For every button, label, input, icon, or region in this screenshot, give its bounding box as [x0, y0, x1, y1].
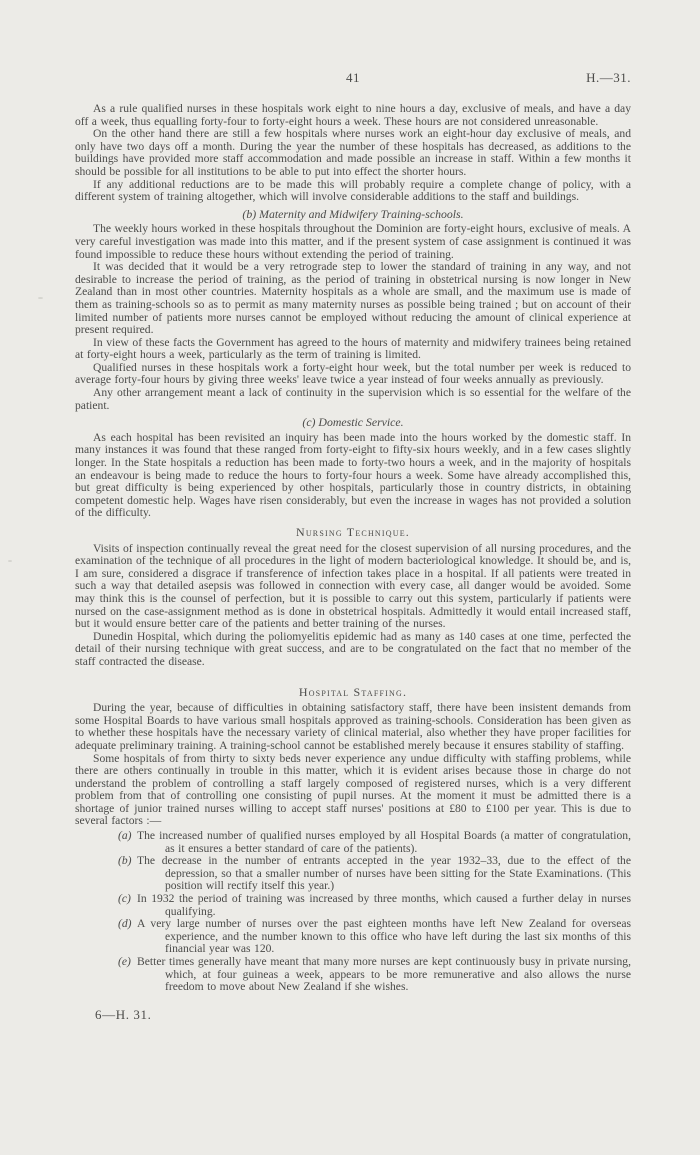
paragraph-training-school-demands: During the year, because of difficulties in obtaining satisfactory staff, there have been insistent demands from some Hospital Boards to have various small hospitals approved as training-schools. Consideration has been given as to whether these hospitals have the necessary variety of clinical material, also whether they have proper facilities for adequate preliminary training. A training-school cannot be established merely because it ensures stability of staffing. — [75, 701, 631, 752]
section-heading-domestic-service: (c) Domestic Service. — [302, 415, 404, 430]
list-item-label: (e) — [118, 955, 131, 968]
paragraph-domestic-staff-hours: As each hospital has been revisited an inquiry has been made into the hours worked by the domestic staff. In many instances it was found that these ranged from forty-eight to fifty-six hours weekly, and in a few cases slightly longer. In the State hospitals a reduction has been made to forty-two hours a week, and in the majority of hospitals an endeavour is being made to reduce the hours to forty-four hours a week. Some have already accomplished this, but great difficulty is being experienced by other hospitals, particularly those in country districts, in obtaining competent domestic help. Wages have risen considerably, but even the increase in wages has not provided a solution of the difficulty. — [75, 430, 631, 520]
list-item-d — [75, 918, 631, 956]
paragraph-qualified-nurses-week: Qualified nurses in these hospitals work a forty-eight hour week, but the total number per week is reduced to average forty-four hours by giving three weeks' leave twice a year instead of four weeks annually as previously. — [75, 360, 631, 387]
list-item-text: The decrease in the number of entrants accepted in the year 1932–33, due to the effect of the depression, so that a smaller number of nurses have been sitting for the State Examinations. (This position will rectify itself this year.) — [137, 854, 631, 893]
page-header — [75, 70, 631, 87]
section-heading-maternity-midwifery: (b) Maternity and Midwifery Training-schools. — [242, 206, 464, 221]
section-heading-hospital-staffing: Hospital Staffing. — [298, 684, 408, 699]
paragraph-qualified-nurses-hours: As a rule qualified nurses in these hospitals work eight to nine hours a day, exclusive of meals, and have a day off a week, thus equalling forty-four to forty-eight hours a week. These hours are not considered unreasonable. — [75, 102, 631, 128]
list-item-c — [75, 893, 631, 918]
scan-speck — [38, 297, 43, 299]
list-item-text: A very large number of nurses over the past eighteen months have left New Zealand for overseas experience, and the number known to this office who have left during the last six months of this financial year was 120. — [137, 917, 631, 956]
paragraph-staffing-problems: Some hospitals of from thirty to sixty beds never experience any undue difficulty with staffing problems, while there are others continually in trouble in this matter, which it is evident arises because those in charge do not understand the problem of controlling a staff largely composed of registered nurses, which is a very different problem from that of controlling one consisting of pupil nurses. At the moment it must be admitted there is a shortage of junior trained nurses willing to accept staff nurses' positions at £80 to £100 per year. This is due to several factors :— — [75, 751, 631, 828]
text-block — [75, 70, 631, 1023]
factors-list — [75, 830, 631, 994]
list-item-text: The increased number of qualified nurses employed by all Hospital Boards (a matter of congratulation, as it ensures a better standard of care of the patients). — [137, 829, 631, 855]
list-item-b — [75, 855, 631, 893]
list-item-e — [75, 956, 631, 994]
section-heading-nursing-technique: Nursing Technique. — [295, 525, 411, 539]
list-item-label: (d) — [118, 917, 132, 931]
scan-speck — [8, 560, 12, 562]
list-item-a — [75, 830, 631, 855]
list-item-text: In 1932 the period of training was increased by three months, which caused a further delay in nurses qualifying. — [137, 892, 631, 918]
paragraph-retrograde-step: It was decided that it would be a very retrograde step to lower the standard of training in any way, and not desirable to increase the period of training, as the period of training in obstetrical nursing is now longer in New Zealand than in most other countries. Maternity hospitals as a whole are small, and the maximum use is made of them as training-schools so as to permit as many maternity nurses as possible being trained ; but on account of their limited number of patients more nurses cannot be employed without reducing the amount of clinical experience at present required. — [75, 260, 631, 337]
page-footer-signature: 6—H. 31. — [95, 1006, 152, 1022]
list-item-text: Better times generally have meant that many more nurses are kept continuously busy in private nursing, which, at four guineas a week, appears to be more remunerative and also allows the nurse freedom to move about New Zealand if she wishes. — [137, 955, 631, 994]
list-item-label: (b) — [118, 854, 132, 868]
paragraph-visits-of-inspection: Visits of inspection continually reveal the great need for the closest supervision of all nursing procedures, and the examination of the technique of all procedures in the light of modern bacteriological knowledge. It should be, and is, I am sure, considered a disgrace if transference of infection takes place in a hospital. If all patients were treated in such a way that detailed asepsis was followed in connection with every case, all danger would be avoided. Some may think this is the counsel of perfection, but it is possible to carry out this system, particularly if patients were nursed on the case-assignment method as is done in obstetrical hospitals. Admittedly it would entail increased staff, but it would ensure better care of the patients and better training of the nurses. — [75, 541, 631, 631]
paragraph-weekly-hours-dominion: The weekly hours worked in these hospitals throughout the Dominion are forty-eight hours, exclusive of meals. A very careful investigation was made into this matter, and if the present system of case assignment is continued it was found impossible to reduce these hours without extending the period of training. — [75, 222, 631, 261]
page-number: 41 — [346, 70, 360, 85]
list-item-label: (c) — [118, 892, 131, 906]
document-reference: H.—31. — [586, 70, 631, 85]
paragraph-dunedin-hospital: Dunedin Hospital, which during the poliomyelitis epidemic had as many as 140 cases at one time, perfected the detail of their nursing technique with great success, and are to be congratulated on the fact that no member of the staff contracted the disease. — [75, 629, 631, 668]
paragraph-additional-reductions: If any additional reductions are to be made this will probably require a complete change of policy, with a different system of training altogether, which will involve considerable additions to the staff and buildings. — [75, 177, 631, 204]
list-item-label: (a) — [118, 829, 132, 843]
paragraph-other-arrangement: Any other arrangement meant a lack of continuity in the supervision which is so essential for the welfare of the patient. — [75, 386, 631, 412]
paragraph-government-agreed: In view of these facts the Government has agreed to the hours of maternity and midwifery trainees being retained at forty-eight hours a week, particularly as the term of training is limited. — [75, 335, 631, 362]
paragraph-eight-hour-day: On the other hand there are still a few hospitals where nurses work an eight-hour day exclusive of meals, and only have two days off a month. During the year the number of these hospitals has decreased, as additions to the buildings have provided more staff accommodation and made possible an increase in staff. Within a few months it should be possible for all institutions to be able to put into effect the shorter hours. — [75, 127, 631, 178]
